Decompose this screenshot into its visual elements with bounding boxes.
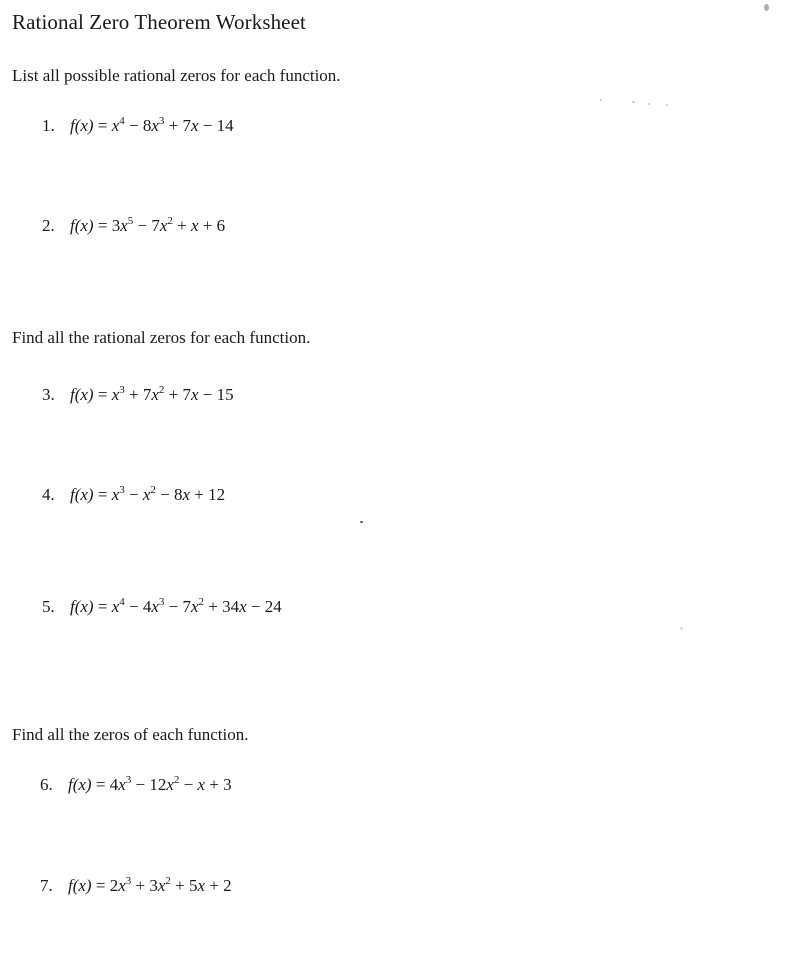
problem-4: 4. $f(x) = x^3 - x^2 - 8x + 12$ bbox=[42, 484, 226, 504]
section-instruction: List all possible rational zeros for each function. bbox=[12, 66, 341, 85]
problem-number: 2. bbox=[42, 216, 55, 235]
problem-number: 3. bbox=[42, 385, 55, 404]
function-name: f(x) bbox=[68, 876, 92, 895]
function-name: f(x) bbox=[70, 116, 94, 135]
problem-number: 6. bbox=[40, 775, 53, 794]
scan-speck bbox=[764, 4, 769, 11]
function-name: f(x) bbox=[70, 216, 94, 235]
page-title: Rational Zero Theorem Worksheet bbox=[12, 10, 306, 34]
problem-number: 1. bbox=[42, 116, 55, 135]
problem-6: 6. $f(x) = 4x^3 - 12x^2 - x + 3$ bbox=[40, 774, 232, 794]
section-instruction: Find all the rational zeros for each function. bbox=[12, 328, 311, 347]
function-name: f(x) bbox=[70, 385, 94, 404]
problem-1: 1. $f(x) = x^4 - 8x^3 + 7x - 14$ bbox=[42, 115, 234, 135]
scan-speck bbox=[680, 627, 683, 630]
problem-number: 4. bbox=[42, 485, 55, 504]
function-name: f(x) bbox=[70, 597, 94, 616]
problem-3: 3. $f(x) = x^3 + 7x^2 + 7x - 15$ bbox=[42, 384, 234, 404]
scan-speck bbox=[666, 104, 668, 106]
problem-number: 5. bbox=[42, 597, 55, 616]
problem-2: 2. $f(x) = 3x^5 - 7x^2 + x + 6$ bbox=[42, 215, 226, 235]
scan-speck bbox=[360, 521, 363, 523]
scan-speck bbox=[600, 99, 602, 101]
function-name: f(x) bbox=[68, 775, 92, 794]
problem-7: 7. $f(x) = 2x^3 + 3x^2 + 5x + 2$ bbox=[40, 875, 232, 895]
scan-speck bbox=[648, 103, 650, 105]
function-name: f(x) bbox=[70, 485, 94, 504]
problem-5: 5. $f(x) = x^4 - 4x^3 - 7x^2 + 34x - 24$ bbox=[42, 596, 282, 616]
section-instruction: Find all the zeros of each function. bbox=[12, 725, 249, 744]
problem-number: 7. bbox=[40, 876, 53, 895]
scan-speck bbox=[632, 101, 635, 103]
